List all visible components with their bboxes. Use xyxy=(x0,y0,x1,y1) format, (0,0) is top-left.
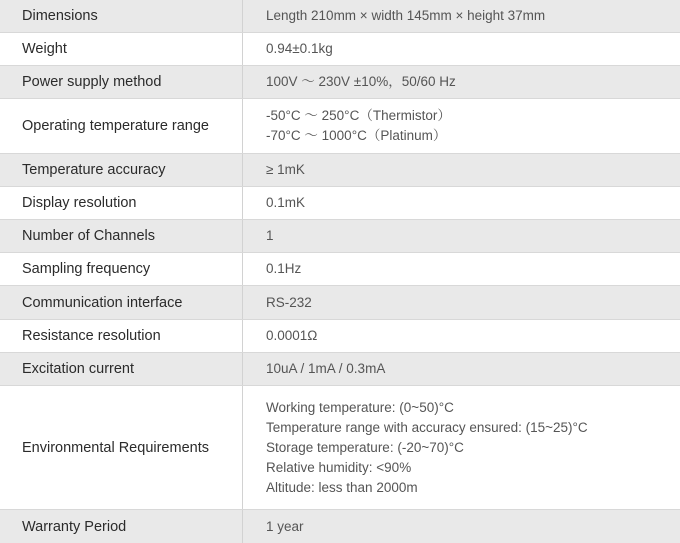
spec-value-line: Relative humidity: <90% xyxy=(266,459,412,475)
spec-value-line: 0.1mK xyxy=(266,195,306,210)
spec-value xyxy=(243,66,680,98)
spec-value xyxy=(243,320,680,352)
spec-label: Power supply method xyxy=(0,66,243,98)
spec-value-line: -50°C ～ 250°C（Thermistor） xyxy=(266,108,451,123)
spec-value-line: 1 year xyxy=(266,518,304,534)
spec-row-excitation-current xyxy=(0,353,680,385)
spec-value xyxy=(243,253,680,285)
spec-label: Number of Channels xyxy=(0,220,243,252)
spec-value-line: 0.0001Ω xyxy=(266,328,318,343)
spec-label: Sampling frequency xyxy=(0,253,243,285)
spec-value-line: Working temperature: (0~50)°C xyxy=(266,399,454,415)
spec-value xyxy=(243,33,680,65)
spec-value xyxy=(243,220,680,252)
spec-row-display-resolution xyxy=(0,187,680,219)
spec-row-operating-temperature xyxy=(0,99,680,153)
spec-row-warranty-period xyxy=(0,510,680,543)
spec-value-line: 0.1Hz xyxy=(266,261,302,276)
spec-row-dimensions xyxy=(0,0,680,32)
spec-value-line: RS-232 xyxy=(266,294,312,310)
spec-row-temperature-accuracy xyxy=(0,154,680,186)
spec-value xyxy=(243,187,680,219)
spec-label: Temperature accuracy xyxy=(0,154,243,186)
spec-value xyxy=(243,99,680,153)
spec-value-line: Length 210mm × width 145mm × height 37mm xyxy=(266,8,546,23)
spec-label: Weight xyxy=(0,33,243,65)
spec-value-line: 100V ～ 230V ±10%，50/60 Hz xyxy=(266,74,456,89)
spec-value xyxy=(243,386,680,509)
spec-row-sampling-frequency xyxy=(0,253,680,285)
spec-label: Warranty Period xyxy=(0,510,243,543)
spec-row-environmental-requirements xyxy=(0,386,680,509)
spec-row-resistance-resolution xyxy=(0,320,680,352)
spec-row-power-supply xyxy=(0,66,680,98)
spec-value-line: 1 xyxy=(266,228,274,243)
spec-value-line: -70°C ～ 1000°C（Platinum） xyxy=(266,128,447,143)
spec-value xyxy=(243,286,680,319)
spec-row-weight xyxy=(0,33,680,65)
spec-label: Dimensions xyxy=(0,0,243,32)
spec-value xyxy=(243,154,680,186)
spec-label: Communication interface xyxy=(0,286,243,319)
spec-value xyxy=(243,0,680,32)
spec-value-line: ≥ 1mK xyxy=(266,162,305,177)
spec-label: Display resolution xyxy=(0,187,243,219)
spec-value-line: Altitude: less than 2000m xyxy=(266,479,418,495)
spec-value xyxy=(243,510,680,543)
spec-value-line: Storage temperature: (-20~70)°C xyxy=(266,439,464,455)
spec-row-channels xyxy=(0,220,680,252)
spec-row-communication-interface xyxy=(0,286,680,319)
spec-label: Environmental Requirements xyxy=(0,386,243,509)
spec-label: Excitation current xyxy=(0,353,243,385)
spec-value-line: Temperature range with accuracy ensured: (15~25)°C xyxy=(266,419,588,435)
spec-label: Operating temperature range xyxy=(0,99,243,153)
spec-value xyxy=(243,353,680,385)
spec-label: Resistance resolution xyxy=(0,320,243,352)
spec-value-line: 10uA / 1mA / 0.3mA xyxy=(266,361,386,376)
spec-value-line: 0.94±0.1kg xyxy=(266,41,333,56)
